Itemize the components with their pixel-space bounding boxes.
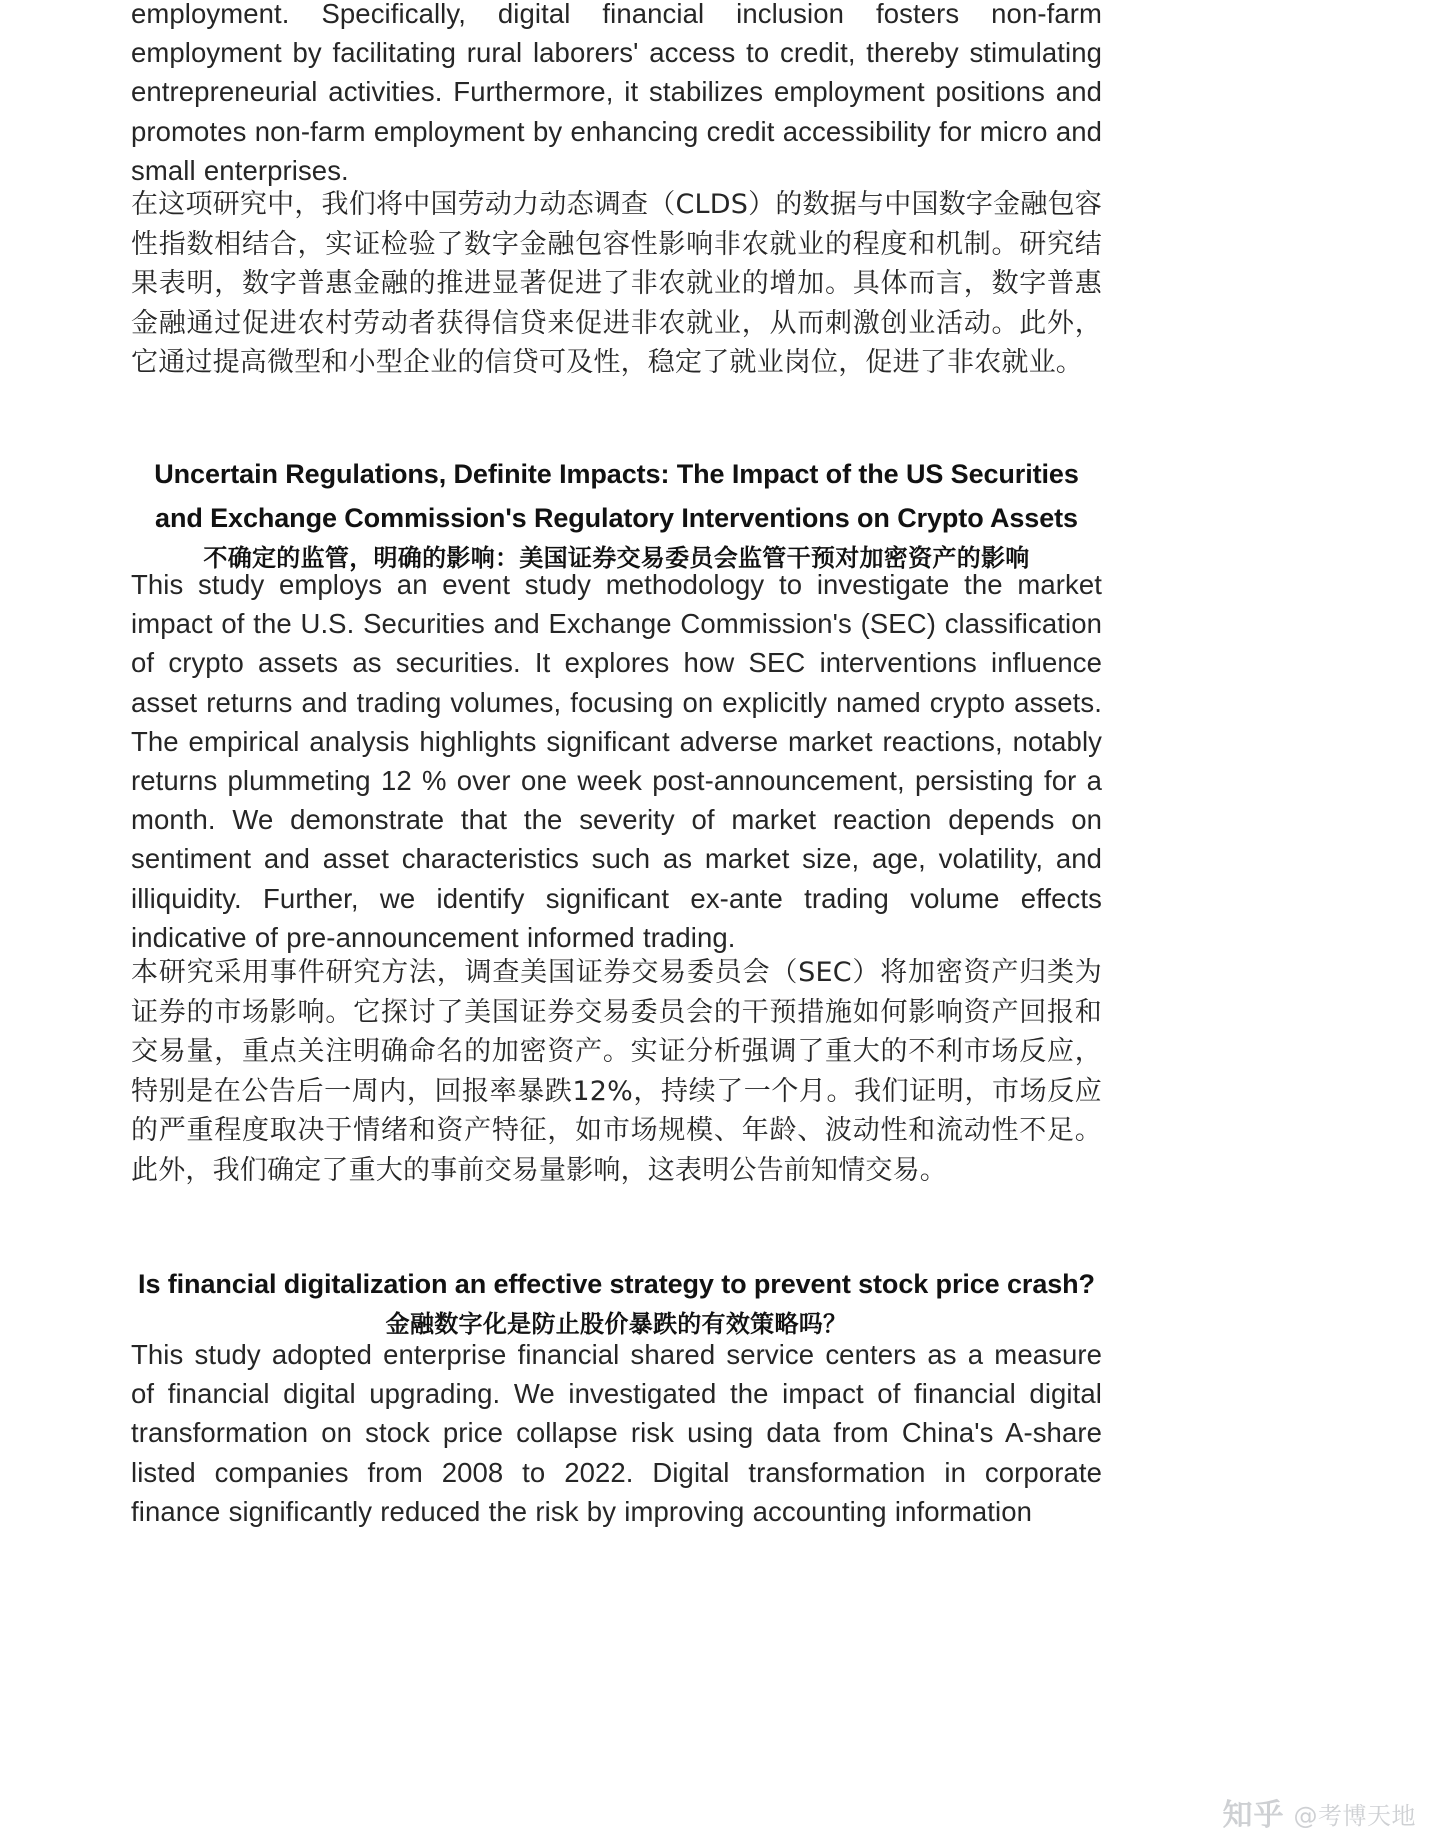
abstract-2-english-text: This study employs an event study methodology to investigate the market impact of the U.S. Securities and Exchange Commission's (SEC) classification of crypto assets as securities. It explores how SEC interventions influence asset returns and trading volumes, focusing on explicitly named crypto assets. The empirical analysis highlights significant adverse market reactions, notably returns plummeting 12 % over one week post-announcement, persisting for a month. We demonstrate that the severity of market reaction depends on sentiment and asset characteristics such as market size, age, volatility, and illiquidity. Further, we identify significant ex-ante trading volume effects indicative of pre-announcement informed trading. — [131, 569, 1102, 953]
abstract-1-english-paragraph — [131, 0, 1102, 190]
zhihu-logo-icon: 知乎 — [1222, 1798, 1285, 1833]
abstract-2-chinese-text: 本研究采用事件研究方法，调查美国证券交易委员会（SEC）将加密资产归类为证券的市场影响。它探讨了美国证券交易委员会的干预措施如何影响资产回报和交易量，重点关注明确命名的加密资产。实证分析强调了重大的不利市场反应，特别是在公告后一周内，回报率暴跌12%，持续了一个月。我们证明，市场反应的严重程度取决于情绪和资产特征，如市场规模、年龄、波动性和流动性不足。此外，我们确定了重大的事前交易量影响，这表明公告前知情交易。 — [131, 957, 1102, 1186]
abstract-1-chinese-text: 在这项研究中，我们将中国劳动力动态调查（CLDS）的数据与中国数字金融包容性指数相结合，实证检验了数字金融包容性影响非农就业的程度和机制。研究结果表明，数字普惠金融的推进显著促进了非农就业的增加。具体而言，数字普惠金融通过促进农村劳动者获得信贷来促进非农就业，从而刺激创业活动。此外，它通过提高微型和小型企业的信贷可及性，稳定了就业岗位，促进了非农就业。 — [131, 189, 1102, 379]
abstract-2-title-english: Uncertain Regulations, Definite Impacts: The Impact of the US Securities and Exchange Commission's Regulatory Interventions on Crypto Assets — [154, 459, 1079, 533]
abstract-3-title-english: Is financial digitalization an effective strategy to prevent stock price crash? — [138, 1269, 1095, 1299]
abstract-3-english-text: This study adopted enterprise financial shared service centers as a measure of financial digital upgrading. We investigated the impact of financial digital transformation on stock price collapse risk using data from China's A-share listed companies from 2008 to 2022. Digital transformation in corporate finance significantly reduced the risk by improving accounting information — [131, 1339, 1102, 1527]
watermark — [1222, 1798, 1417, 1833]
abstract-3-english-paragraph — [131, 1335, 1102, 1531]
abstract-2-chinese-paragraph — [131, 953, 1102, 1191]
abstract-3-title-block — [131, 1262, 1102, 1342]
abstract-3-title-chinese: 金融数字化是防止股价暴跌的有效策略吗？ — [385, 1310, 848, 1338]
abstract-2-english-paragraph — [131, 565, 1102, 957]
watermark-handle: @考博天地 — [1293, 1802, 1416, 1830]
abstract-2-title-block — [131, 452, 1102, 576]
abstract-1-chinese-paragraph — [131, 185, 1102, 383]
abstract-1-english-text: employment. Specifically, digital financial inclusion fosters non-farm employment by facilitating rural laborers' access to credit, thereby stimulating entrepreneurial activities. Furthermore, it stabilizes employment positions and promotes non-farm employment by enhancing credit accessibility for micro and small enterprises. — [131, 0, 1102, 186]
abstract-2-title-chinese: 不确定的监管，明确的影响：美国证券交易委员会监管干预对加密资产的影响 — [203, 544, 1030, 572]
